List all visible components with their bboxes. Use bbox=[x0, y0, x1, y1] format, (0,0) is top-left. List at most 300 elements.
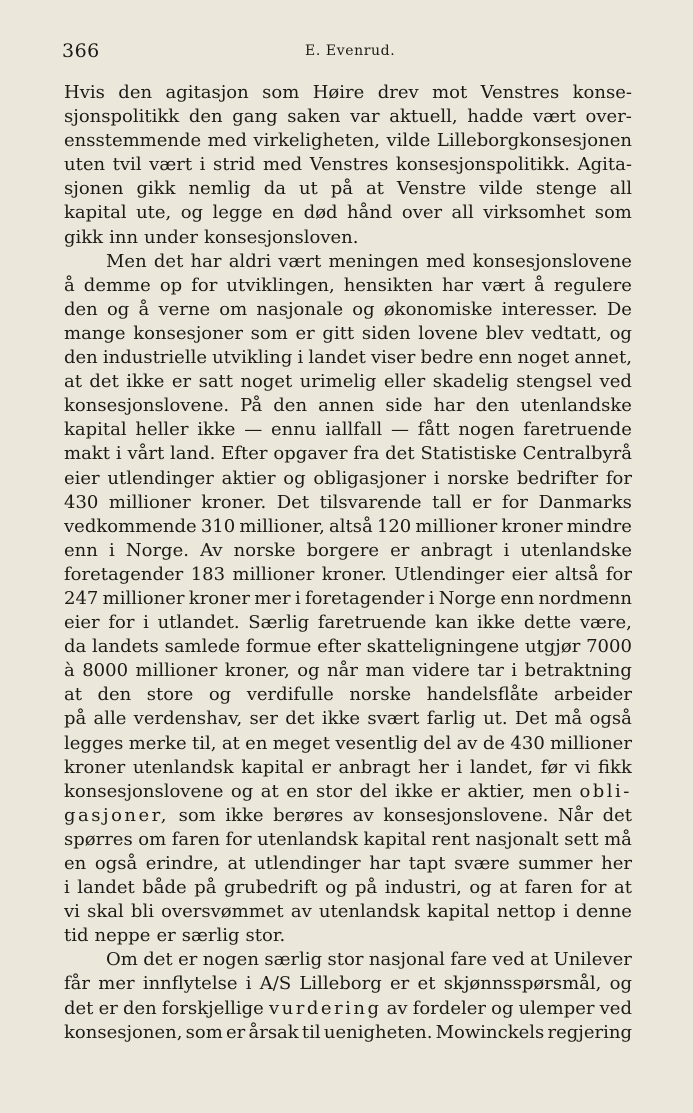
text-line bbox=[64, 997, 632, 1021]
word: at bbox=[365, 178, 384, 200]
word: at bbox=[260, 780, 279, 802]
word: og bbox=[325, 877, 348, 899]
word: side bbox=[385, 395, 423, 417]
word: Centralbyrå bbox=[522, 443, 632, 465]
word: fått bbox=[417, 419, 450, 441]
word: det bbox=[385, 443, 415, 465]
word: eier bbox=[64, 612, 100, 634]
word: ved bbox=[599, 371, 632, 393]
text-line bbox=[64, 635, 632, 659]
word: erindre, bbox=[145, 853, 219, 874]
word: ute, bbox=[136, 202, 172, 224]
word: hensikten bbox=[343, 274, 433, 296]
word: med bbox=[207, 130, 247, 152]
word: de bbox=[482, 732, 506, 754]
word: og bbox=[352, 298, 375, 320]
word: å bbox=[138, 298, 150, 320]
word: også bbox=[589, 708, 632, 730]
word: av bbox=[386, 997, 408, 1019]
word: konsesjoner bbox=[133, 322, 243, 344]
word: nordmenn bbox=[538, 587, 632, 609]
word: med bbox=[262, 154, 303, 176]
word: og bbox=[180, 202, 204, 224]
word: millioner bbox=[550, 732, 632, 754]
word: Norge. bbox=[125, 539, 189, 561]
word: De bbox=[606, 298, 632, 320]
word: grubedrift bbox=[223, 877, 318, 899]
word: saken bbox=[287, 106, 341, 128]
word: hadde bbox=[467, 106, 524, 128]
word: det bbox=[285, 708, 315, 730]
word: millioner bbox=[232, 563, 315, 585]
word: alle bbox=[93, 708, 127, 730]
text-line bbox=[64, 322, 632, 346]
word: makt bbox=[64, 443, 110, 465]
word: i bbox=[245, 973, 252, 995]
word: får bbox=[64, 973, 90, 995]
word: handelsflåte bbox=[426, 684, 539, 706]
word: del bbox=[359, 780, 388, 802]
text-line bbox=[64, 683, 632, 707]
word: må bbox=[554, 708, 583, 730]
word: noget bbox=[240, 371, 293, 393]
word: kapital bbox=[64, 419, 127, 441]
word: foretagender bbox=[64, 563, 184, 585]
word: og bbox=[609, 322, 632, 344]
running-head bbox=[62, 40, 632, 64]
word: utvikling bbox=[212, 347, 293, 369]
word: formue bbox=[245, 636, 312, 658]
word: land. bbox=[170, 443, 216, 465]
word: er bbox=[295, 322, 315, 344]
word: inn bbox=[109, 226, 139, 248]
text-line bbox=[64, 467, 632, 491]
word: i bbox=[64, 877, 70, 899]
word: — bbox=[244, 419, 263, 441]
word: 183 bbox=[190, 563, 226, 585]
word: i bbox=[294, 587, 301, 609]
word: aktuell, bbox=[389, 106, 458, 128]
word: må bbox=[604, 828, 632, 850]
word: man bbox=[365, 660, 405, 682]
word: legge bbox=[212, 202, 263, 224]
word: i bbox=[433, 467, 440, 489]
word: urimelig bbox=[299, 371, 377, 393]
word: utenlandsk bbox=[257, 828, 358, 850]
word: Unilever bbox=[553, 949, 632, 971]
word: nasjonal bbox=[368, 949, 445, 971]
word: blev bbox=[485, 322, 524, 344]
word: borgere bbox=[306, 539, 380, 561]
word: millioner bbox=[135, 660, 218, 682]
word: spørres bbox=[64, 828, 133, 850]
text-line bbox=[64, 659, 632, 683]
word: og bbox=[106, 298, 130, 320]
word: all bbox=[451, 202, 474, 224]
word: kroner bbox=[188, 587, 250, 609]
text-line bbox=[64, 177, 632, 201]
word: om bbox=[138, 828, 167, 850]
word: tilsvarende bbox=[319, 491, 422, 513]
word: konsesjonen, bbox=[64, 1021, 183, 1043]
word: Venstres bbox=[309, 154, 389, 176]
word: dette bbox=[523, 612, 572, 634]
word: mer bbox=[254, 587, 291, 609]
word: aktier bbox=[221, 467, 276, 489]
text-line bbox=[64, 129, 632, 153]
text-line bbox=[64, 948, 632, 972]
word: den bbox=[273, 395, 308, 417]
running-title: E. Evenrud. bbox=[305, 43, 396, 59]
word: Om bbox=[106, 949, 138, 971]
page-number: 366 bbox=[62, 40, 100, 62]
word: konsesjonslovene bbox=[472, 250, 632, 272]
word: vedtatt, bbox=[531, 322, 602, 344]
word: i bbox=[199, 154, 206, 176]
text-line bbox=[64, 539, 632, 563]
word: og bbox=[283, 467, 306, 489]
word: millioner bbox=[415, 515, 498, 537]
word: à bbox=[64, 660, 75, 682]
word: da bbox=[64, 636, 87, 658]
word: vedkommende bbox=[64, 515, 197, 537]
word: eier bbox=[511, 563, 548, 585]
text-line bbox=[64, 900, 632, 924]
word: agitasjon bbox=[165, 82, 249, 103]
word: her bbox=[418, 756, 449, 778]
word: kroner bbox=[64, 756, 126, 778]
word: altså bbox=[329, 515, 373, 537]
word: ikke bbox=[126, 371, 165, 393]
word: utenlandsk bbox=[132, 756, 234, 778]
word: i bbox=[503, 539, 510, 561]
word: berøres bbox=[273, 804, 344, 826]
word: under bbox=[144, 226, 199, 248]
word: Efter bbox=[221, 443, 268, 465]
word: i bbox=[143, 612, 149, 634]
word: med bbox=[426, 250, 466, 272]
word: på bbox=[194, 877, 217, 899]
word: ved bbox=[492, 949, 525, 971]
text-line bbox=[64, 370, 632, 394]
word: skjønnsspørsmål, bbox=[443, 973, 602, 995]
word: årsak bbox=[248, 1021, 299, 1043]
word: skatteligningene bbox=[366, 636, 520, 658]
text-line bbox=[64, 611, 632, 635]
word: vilde bbox=[386, 130, 431, 152]
word: — bbox=[390, 419, 409, 441]
word: interesser. bbox=[501, 298, 598, 320]
word: og bbox=[469, 877, 492, 899]
word: utenlandsk bbox=[318, 901, 420, 923]
text-line bbox=[64, 201, 632, 225]
word: millioner, bbox=[239, 515, 325, 537]
word: en bbox=[272, 202, 295, 224]
word: konsesjonspolitikk. bbox=[395, 154, 571, 176]
word: at bbox=[530, 949, 549, 971]
word: strid bbox=[213, 154, 256, 176]
word: aktier, bbox=[467, 780, 526, 802]
word: hånd bbox=[346, 202, 393, 224]
word: i bbox=[297, 347, 304, 369]
word: tar bbox=[477, 660, 504, 682]
word: 430 bbox=[510, 732, 545, 754]
word: gikk bbox=[64, 226, 104, 248]
word: 247 bbox=[64, 587, 99, 609]
word: all bbox=[609, 178, 632, 200]
text-line bbox=[64, 732, 632, 756]
word: Det bbox=[276, 491, 310, 513]
text-line bbox=[64, 346, 632, 370]
word: 7000 bbox=[586, 636, 632, 658]
word: for bbox=[191, 274, 218, 296]
word: har bbox=[433, 395, 465, 417]
word: for bbox=[225, 828, 252, 850]
word: vært bbox=[149, 154, 193, 176]
word: enn bbox=[500, 587, 535, 609]
word: utenlandske bbox=[520, 395, 632, 417]
word: da bbox=[263, 178, 287, 200]
word: regulere bbox=[553, 274, 632, 296]
word: oversvømmet bbox=[161, 901, 284, 923]
text-line bbox=[64, 394, 632, 418]
word: nasjonalt bbox=[475, 828, 559, 850]
text-line bbox=[64, 780, 632, 804]
text-line bbox=[64, 972, 632, 996]
word: kroner bbox=[501, 515, 563, 537]
text-line bbox=[64, 442, 632, 466]
word: for bbox=[605, 467, 632, 489]
word: er bbox=[440, 780, 460, 802]
word: nemlig bbox=[188, 178, 251, 200]
word: av bbox=[352, 804, 374, 826]
word: svære bbox=[454, 853, 510, 874]
word: betraktning bbox=[524, 660, 632, 682]
word: landet bbox=[308, 347, 366, 369]
word: å bbox=[534, 274, 545, 296]
word: var bbox=[350, 106, 380, 128]
word: konsesjonslovene. bbox=[383, 804, 549, 826]
word: vært bbox=[532, 106, 576, 128]
word: kroner. bbox=[321, 563, 387, 585]
text-line bbox=[64, 81, 632, 105]
word: ut. bbox=[483, 708, 508, 730]
word: for bbox=[605, 563, 632, 585]
word: er bbox=[156, 925, 176, 947]
text-line bbox=[64, 804, 632, 828]
word: bedrifter bbox=[516, 467, 599, 489]
word: virksomhet bbox=[483, 202, 586, 224]
word: ikke bbox=[321, 708, 361, 730]
word: død bbox=[303, 202, 338, 224]
word: økonomiske bbox=[383, 298, 493, 320]
word: mindre bbox=[566, 515, 632, 537]
word: uten bbox=[64, 154, 106, 176]
word: vesentlig bbox=[335, 732, 418, 754]
word: nasjonale bbox=[256, 298, 344, 320]
word: i bbox=[562, 901, 569, 923]
word: stor bbox=[316, 780, 352, 802]
word: er bbox=[390, 973, 410, 995]
word: ut bbox=[298, 178, 318, 200]
word: er bbox=[311, 756, 331, 778]
word: kapital bbox=[363, 828, 427, 850]
word: samlede bbox=[164, 636, 241, 658]
text-line bbox=[64, 153, 632, 177]
word: ikke bbox=[197, 419, 236, 441]
word: både bbox=[142, 877, 187, 899]
word: verne bbox=[158, 298, 211, 320]
word: Men bbox=[106, 250, 147, 272]
word: farlig bbox=[426, 708, 476, 730]
word: fordeler bbox=[412, 997, 486, 1019]
word: landet bbox=[77, 877, 135, 899]
word: den bbox=[64, 347, 98, 369]
word: verdenshav, bbox=[133, 708, 243, 730]
word: utlendinger bbox=[254, 853, 361, 874]
word: at bbox=[64, 371, 82, 393]
word: obli- bbox=[579, 780, 632, 802]
word: og bbox=[230, 780, 254, 802]
word: eier bbox=[64, 467, 100, 489]
word: for bbox=[108, 612, 135, 634]
word: bli bbox=[130, 901, 154, 923]
body-text bbox=[64, 81, 632, 1045]
text-line bbox=[64, 418, 632, 442]
word: utlendinger bbox=[107, 467, 214, 489]
word: enn bbox=[64, 539, 98, 561]
word: noget bbox=[517, 347, 570, 369]
word: denne bbox=[575, 901, 632, 923]
text-line bbox=[64, 274, 632, 298]
word: obligasjoner bbox=[313, 467, 427, 489]
word: et bbox=[417, 973, 436, 995]
word: på bbox=[64, 708, 87, 730]
word: merke bbox=[128, 732, 187, 754]
word: vurdering bbox=[268, 997, 382, 1019]
word: ser bbox=[249, 708, 278, 730]
word: annen bbox=[318, 395, 375, 417]
word: at bbox=[221, 732, 240, 754]
word: videre bbox=[412, 660, 470, 682]
word: mot bbox=[432, 82, 468, 103]
word: som bbox=[250, 322, 288, 344]
word: i bbox=[428, 587, 435, 609]
text-line bbox=[64, 1021, 632, 1045]
word: landet, bbox=[469, 756, 534, 778]
word: demme bbox=[83, 274, 151, 296]
word: heller bbox=[135, 419, 189, 441]
word: tid bbox=[64, 925, 89, 947]
word: stengsel bbox=[516, 371, 593, 393]
word: også bbox=[94, 853, 138, 874]
text-line bbox=[64, 105, 632, 129]
word: mange bbox=[64, 322, 126, 344]
word: summer bbox=[518, 853, 593, 874]
word: særlig bbox=[264, 949, 323, 971]
word: være, bbox=[579, 612, 632, 634]
word: i bbox=[108, 539, 115, 561]
word: meget bbox=[272, 732, 330, 754]
text-line bbox=[64, 828, 632, 852]
word: norske bbox=[349, 684, 412, 706]
word: for bbox=[501, 491, 529, 513]
word: det bbox=[602, 804, 632, 826]
word: Når bbox=[557, 804, 593, 826]
word: Særlig bbox=[248, 612, 310, 634]
word: utviklingen, bbox=[226, 274, 335, 296]
word: 430 bbox=[64, 491, 99, 513]
word: og bbox=[491, 997, 514, 1019]
word: kapital bbox=[426, 901, 490, 923]
word: at bbox=[227, 853, 246, 874]
word: kroner. bbox=[201, 491, 267, 513]
word: konsesjonslovene bbox=[64, 780, 224, 802]
word: innflytelse bbox=[142, 973, 238, 995]
word: norske bbox=[447, 467, 510, 489]
word: Agita- bbox=[577, 154, 632, 176]
word: virkeligheten, bbox=[253, 130, 380, 152]
word: del bbox=[423, 732, 452, 754]
word: ved bbox=[599, 997, 632, 1019]
word: det bbox=[143, 949, 173, 971]
word: en bbox=[245, 732, 268, 754]
word: nettop bbox=[496, 901, 556, 923]
word: faretruende bbox=[317, 612, 427, 634]
word: før bbox=[540, 756, 567, 778]
word: skal bbox=[87, 901, 124, 923]
word: av bbox=[456, 732, 478, 754]
word: norske bbox=[233, 539, 296, 561]
word: iallfall bbox=[325, 419, 383, 441]
word: forskjellige bbox=[161, 997, 264, 1019]
word: og bbox=[609, 973, 632, 995]
word: efter bbox=[317, 636, 361, 658]
text-line bbox=[64, 756, 632, 780]
word: på bbox=[355, 877, 378, 899]
word: det bbox=[153, 250, 184, 272]
word: siden bbox=[361, 322, 411, 344]
word: arbeider bbox=[553, 684, 632, 706]
word: er bbox=[178, 949, 198, 971]
word: sjonspolitikk bbox=[64, 106, 180, 128]
word: som bbox=[178, 804, 216, 826]
word: over- bbox=[585, 106, 632, 128]
word: anbragt bbox=[420, 539, 493, 561]
word: om bbox=[219, 298, 248, 320]
word: den bbox=[122, 997, 157, 1019]
text-line bbox=[64, 491, 632, 515]
word: A/S bbox=[259, 973, 292, 995]
word: vårt bbox=[127, 443, 165, 465]
word: i bbox=[115, 443, 122, 465]
word: uenigheten. bbox=[323, 1021, 433, 1043]
word: den bbox=[64, 298, 98, 320]
word: er bbox=[98, 997, 118, 1019]
word: tapt bbox=[408, 853, 446, 874]
word: rent bbox=[431, 828, 470, 850]
word: På bbox=[240, 395, 263, 417]
word: ennu bbox=[271, 419, 317, 441]
word: en bbox=[64, 853, 87, 874]
word: og bbox=[208, 684, 232, 706]
word: Høire bbox=[312, 82, 365, 103]
word: store bbox=[146, 684, 194, 706]
word: utlandet. bbox=[157, 612, 240, 634]
word: den bbox=[188, 106, 223, 128]
word: fikk bbox=[598, 756, 632, 778]
word: ikke bbox=[225, 804, 264, 826]
